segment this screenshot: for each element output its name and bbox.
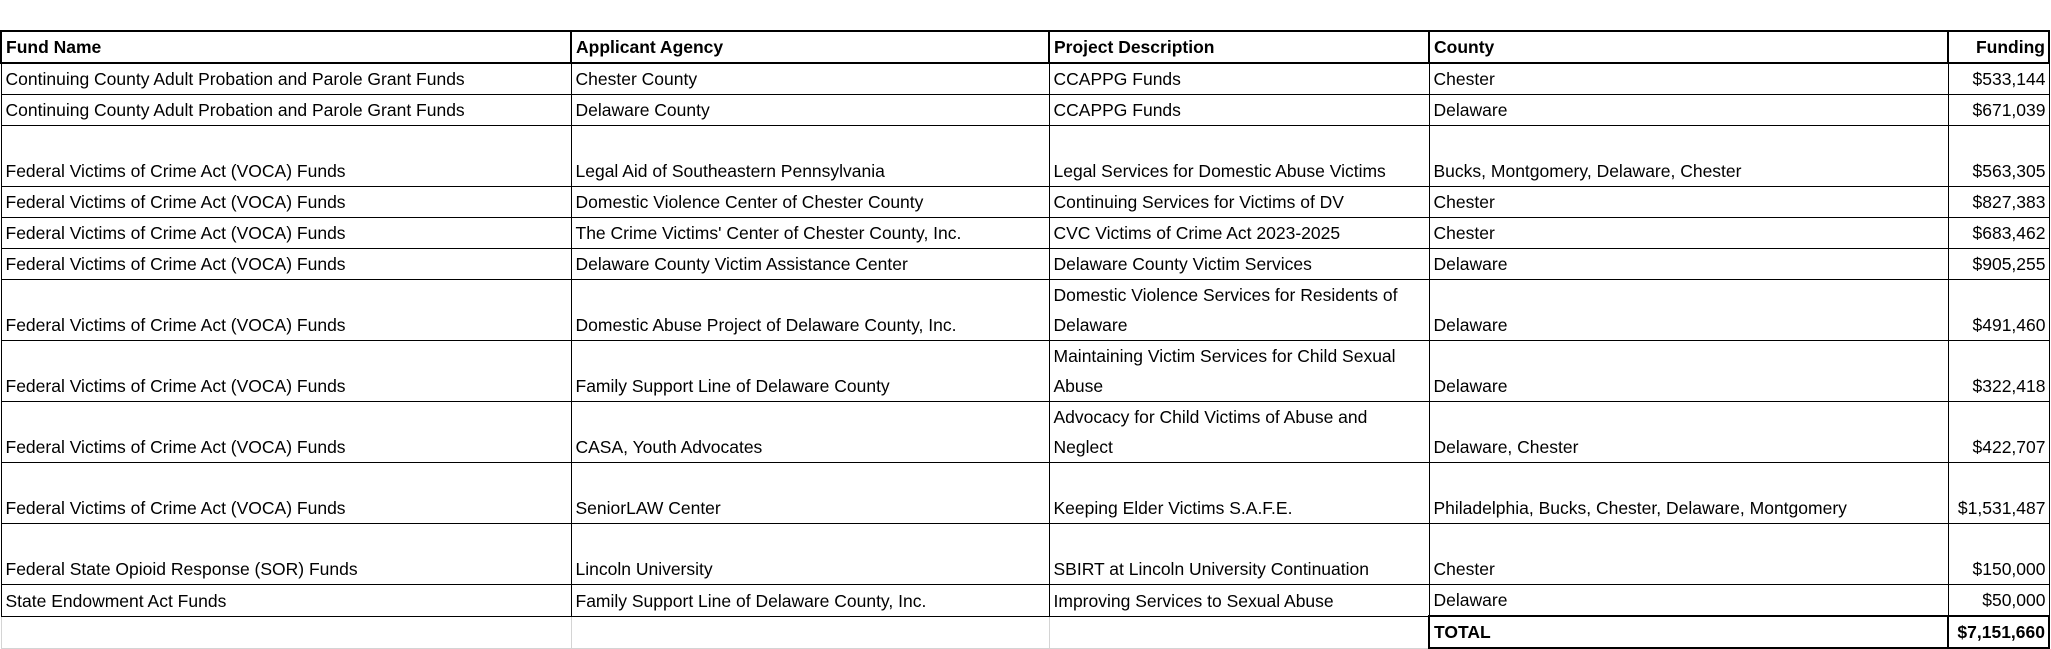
total-value[interactable]: $7,151,660: [1948, 616, 2049, 648]
cell-funding[interactable]: $422,707: [1948, 402, 2049, 463]
cell-fund-name[interactable]: Federal Victims of Crime Act (VOCA) Funds: [1, 402, 571, 463]
cell-county[interactable]: Delaware: [1429, 95, 1948, 126]
header-fund-name[interactable]: Fund Name: [1, 31, 571, 63]
cell-county[interactable]: Philadelphia, Bucks, Chester, Delaware, Montgomery: [1429, 463, 1948, 524]
cell-project-description[interactable]: Legal Services for Domestic Abuse Victims: [1049, 126, 1429, 187]
cell-funding[interactable]: $827,383: [1948, 187, 2049, 218]
table-row: [1, 463, 2049, 524]
cell-applicant-agency[interactable]: Domestic Violence Center of Chester County: [571, 187, 1049, 218]
total-blank-cell[interactable]: [1049, 616, 1429, 648]
cell-project-description[interactable]: Delaware County Victim Services: [1049, 249, 1429, 280]
cell-funding[interactable]: $322,418: [1948, 341, 2049, 402]
total-blank-cell[interactable]: [1, 616, 571, 648]
table-row: [1, 95, 2049, 126]
funding-table: [0, 30, 2050, 649]
total-blank-cell[interactable]: [571, 616, 1049, 648]
cell-funding[interactable]: $533,144: [1948, 63, 2049, 95]
cell-funding[interactable]: $150,000: [1948, 524, 2049, 585]
cell-fund-name[interactable]: Federal Victims of Crime Act (VOCA) Funds: [1, 280, 571, 341]
cell-project-description[interactable]: SBIRT at Lincoln University Continuation: [1049, 524, 1429, 585]
total-row: [1, 616, 2049, 648]
cell-applicant-agency[interactable]: Lincoln University: [571, 524, 1049, 585]
table-row: [1, 218, 2049, 249]
table-row: [1, 524, 2049, 585]
cell-fund-name[interactable]: Federal Victims of Crime Act (VOCA) Funds: [1, 463, 571, 524]
cell-project-description[interactable]: Maintaining Victim Services for Child Sexual Abuse: [1049, 341, 1429, 402]
cell-county[interactable]: Chester: [1429, 63, 1948, 95]
cell-project-description[interactable]: CCAPPG Funds: [1049, 63, 1429, 95]
cell-project-description[interactable]: CCAPPG Funds: [1049, 95, 1429, 126]
total-label[interactable]: TOTAL: [1429, 616, 1948, 648]
header-row: [1, 31, 2049, 63]
cell-county[interactable]: Chester: [1429, 187, 1948, 218]
cell-applicant-agency[interactable]: Family Support Line of Delaware County, Inc.: [571, 585, 1049, 617]
table-row: [1, 341, 2049, 402]
cell-applicant-agency[interactable]: Delaware County Victim Assistance Center: [571, 249, 1049, 280]
cell-funding[interactable]: $905,255: [1948, 249, 2049, 280]
cell-project-description[interactable]: Improving Services to Sexual Abuse: [1049, 585, 1429, 617]
cell-fund-name[interactable]: Federal Victims of Crime Act (VOCA) Funds: [1, 126, 571, 187]
cell-funding[interactable]: $563,305: [1948, 126, 2049, 187]
header-county[interactable]: County: [1429, 31, 1948, 63]
cell-funding[interactable]: $491,460: [1948, 280, 2049, 341]
header-applicant-agency[interactable]: Applicant Agency: [571, 31, 1049, 63]
cell-project-description[interactable]: Keeping Elder Victims S.A.F.E.: [1049, 463, 1429, 524]
header-funding[interactable]: Funding: [1948, 31, 2049, 63]
cell-county[interactable]: Chester: [1429, 524, 1948, 585]
cell-funding[interactable]: $50,000: [1948, 585, 2049, 617]
cell-county[interactable]: Bucks, Montgomery, Delaware, Chester: [1429, 126, 1948, 187]
cell-applicant-agency[interactable]: Family Support Line of Delaware County: [571, 341, 1049, 402]
table-row: [1, 126, 2049, 187]
cell-funding[interactable]: $1,531,487: [1948, 463, 2049, 524]
cell-county[interactable]: Chester: [1429, 218, 1948, 249]
blank-top-row: [0, 0, 2048, 31]
cell-applicant-agency[interactable]: Domestic Abuse Project of Delaware County, Inc.: [571, 280, 1049, 341]
cell-project-description[interactable]: Domestic Violence Services for Residents of Delaware: [1049, 280, 1429, 341]
cell-county[interactable]: Delaware: [1429, 280, 1948, 341]
cell-fund-name[interactable]: Federal Victims of Crime Act (VOCA) Funds: [1, 249, 571, 280]
cell-fund-name[interactable]: Federal Victims of Crime Act (VOCA) Funds: [1, 341, 571, 402]
cell-county[interactable]: Delaware, Chester: [1429, 402, 1948, 463]
cell-applicant-agency[interactable]: Legal Aid of Southeastern Pennsylvania: [571, 126, 1049, 187]
cell-fund-name[interactable]: Continuing County Adult Probation and Parole Grant Funds: [1, 95, 571, 126]
table-row: [1, 280, 2049, 341]
cell-county[interactable]: Delaware: [1429, 341, 1948, 402]
cell-fund-name[interactable]: State Endowment Act Funds: [1, 585, 571, 617]
header-project-description[interactable]: Project Description: [1049, 31, 1429, 63]
cell-county[interactable]: Delaware: [1429, 249, 1948, 280]
cell-fund-name[interactable]: Federal Victims of Crime Act (VOCA) Funds: [1, 187, 571, 218]
cell-applicant-agency[interactable]: Delaware County: [571, 95, 1049, 126]
cell-project-description[interactable]: Advocacy for Child Victims of Abuse and Neglect: [1049, 402, 1429, 463]
table-row: [1, 402, 2049, 463]
cell-applicant-agency[interactable]: Chester County: [571, 63, 1049, 95]
cell-applicant-agency[interactable]: CASA, Youth Advocates: [571, 402, 1049, 463]
cell-project-description[interactable]: CVC Victims of Crime Act 2023-2025: [1049, 218, 1429, 249]
cell-funding[interactable]: $671,039: [1948, 95, 2049, 126]
table-row: [1, 63, 2049, 95]
table-row: [1, 187, 2049, 218]
cell-fund-name[interactable]: Federal Victims of Crime Act (VOCA) Funds: [1, 218, 571, 249]
table-row: [1, 585, 2049, 617]
cell-funding[interactable]: $683,462: [1948, 218, 2049, 249]
cell-county[interactable]: Delaware: [1429, 585, 1948, 617]
cell-applicant-agency[interactable]: SeniorLAW Center: [571, 463, 1049, 524]
table-row: [1, 249, 2049, 280]
cell-applicant-agency[interactable]: The Crime Victims' Center of Chester County, Inc.: [571, 218, 1049, 249]
cell-fund-name[interactable]: Federal State Opioid Response (SOR) Funds: [1, 524, 571, 585]
cell-project-description[interactable]: Continuing Services for Victims of DV: [1049, 187, 1429, 218]
cell-fund-name[interactable]: Continuing County Adult Probation and Parole Grant Funds: [1, 63, 571, 95]
